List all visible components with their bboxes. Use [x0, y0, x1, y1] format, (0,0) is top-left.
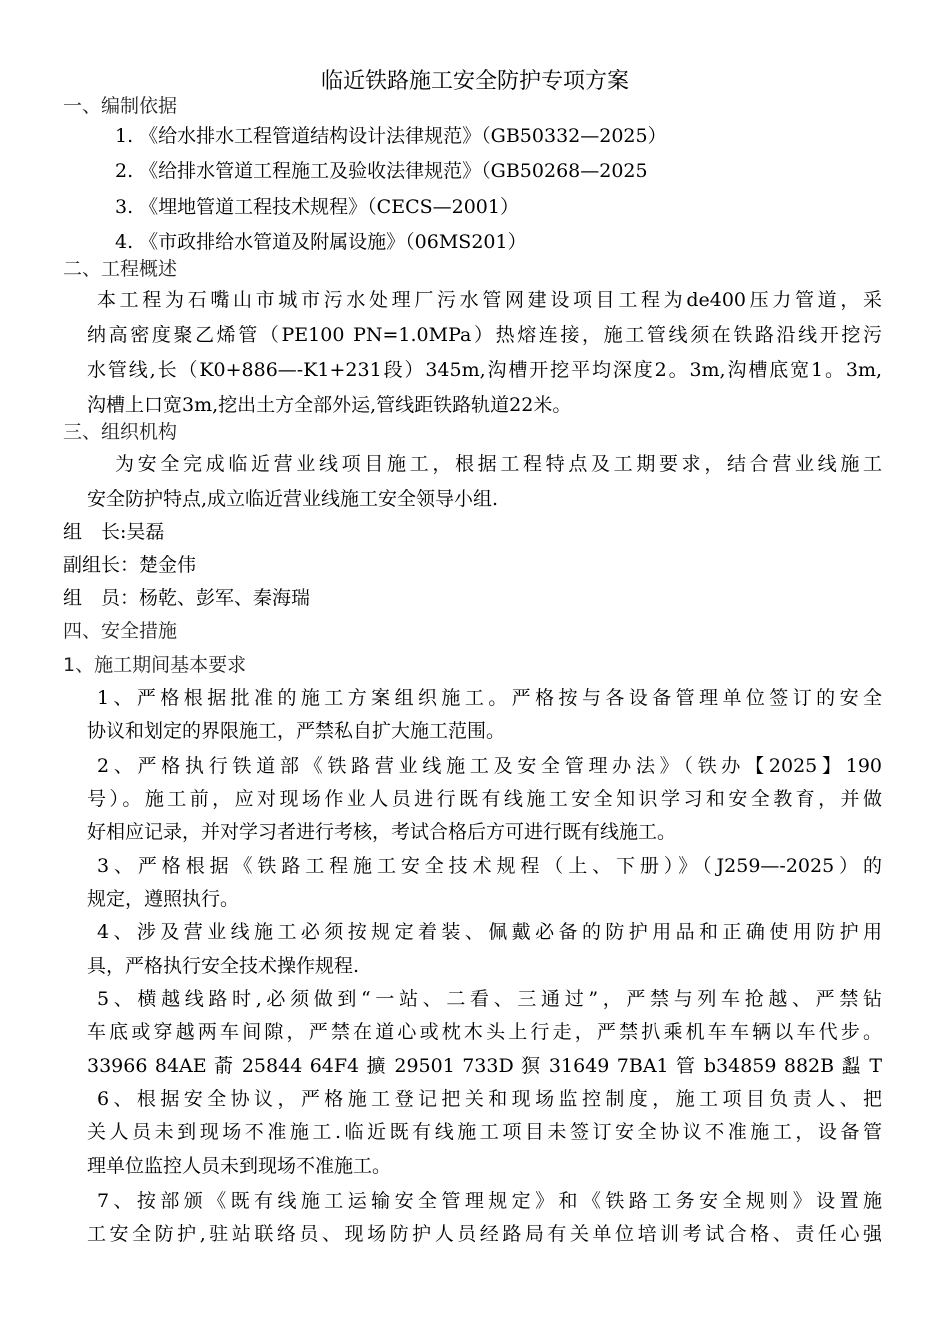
- reference-item: 1. 《给水排水工程管道结构设计法律规范》（GB50332—2025）: [115, 125, 667, 147]
- reference-item: 4. 《市政排给水管道及附属设施》（06MS201）: [115, 231, 527, 253]
- paragraph-line: 1、严格根据批准的施工方案组织施工。严格按与各设备管理单位签订的安全: [97, 687, 882, 709]
- paragraph-line: 具，严格执行安全技术操作规程.: [87, 955, 360, 977]
- section-heading: 二、工程概述: [63, 258, 178, 280]
- paragraph-line: 水管线,长（K0+886—-K1+231段）345m,沟槽开挖平均深度2。3m,沟槽底宽1。3m,: [87, 359, 882, 381]
- paragraph-line: 5、横越线路时,必须做到“一站、二看、三通过”，严禁与列车抢越、严禁钻: [97, 988, 882, 1010]
- document-title: 临近铁路施工安全防护专项方案: [320, 69, 629, 94]
- paragraph-line: 工安全防护,驻站联络员、现场防护人员经路局有关单位培训考试合格、责任心强: [87, 1223, 882, 1245]
- section-heading: 四、安全措施: [63, 620, 178, 642]
- paragraph-line: 3、严格根据《铁路工程施工安全技术规程（上、下册）》（J259—-2025）的: [97, 855, 882, 877]
- paragraph-line: 规定，遵照执行。: [87, 888, 240, 910]
- paragraph-line: 车底或穿越两车间隙，严禁在道心或枕木头上行走，严禁扒乘机车车辆以车代步。: [87, 1021, 882, 1043]
- paragraph-line: 安全防护特点,成立临近营业线施工安全领导小组.: [87, 488, 499, 510]
- paragraph-line: 号）。施工前，应对现场作业人员进行既有线施工安全知识学习和安全教育，并做: [87, 788, 882, 810]
- paragraph-line: 为安全完成临近营业线项目施工，根据工程特点及工期要求，结合营业线施工: [115, 453, 882, 475]
- section-heading: 一、编制依据: [63, 95, 178, 117]
- paragraph-line: 6、根据安全协议，严格施工登记把关和现场监控制度，施工项目负责人、把: [97, 1088, 882, 1110]
- paragraph-line: 理单位监控人员未到现场不准施工。: [87, 1155, 392, 1177]
- paragraph-line: 本工程为石嘴山市城市污水处理厂污水管网建设项目工程为de400压力管道，采: [97, 289, 882, 311]
- paragraph-line: 纳高密度聚乙烯管（PE100 PN=1.0MPa）热熔连接，施工管线须在铁路沿线开挖污: [87, 324, 882, 346]
- encoding-artifact-line: 33966 84AE 萮 25844 64F4 擴 29501 733D 猽 31649 7BA1 管 b34859 882B 蠫 T: [87, 1055, 882, 1077]
- reference-item: 2. 《给排水管道工程施工及验收法律规范》（GB50268—2025: [115, 160, 648, 182]
- paragraph-line: 沟槽上口宽3m,挖出土方全部外运,管线距铁路轨道22米。: [87, 394, 572, 416]
- paragraph-line: 4、涉及营业线施工必须按规定着装、佩戴必备的防护用品和正确使用防护用: [97, 921, 882, 943]
- paragraph-line: 关人员未到现场不准施工.临近既有线施工项目未签订安全协议不准施工，设备管: [87, 1121, 882, 1143]
- team-members: 组 员：杨乾、彭军、秦海瑞: [63, 587, 311, 609]
- paragraph-line: 协议和划定的界限施工，严禁私自扩大施工范围。: [87, 720, 506, 742]
- team-deputy: 副组长：楚金伟: [63, 554, 197, 576]
- paragraph-line: 7、按部颁《既有线施工运输安全管理规定》和《铁路工务安全规则》设置施: [97, 1190, 882, 1212]
- paragraph-line: 好相应记录，并对学习者进行考核，考试合格后方可进行既有线施工。: [87, 821, 677, 843]
- paragraph-line: 2、严格执行铁道部《铁路营业线施工及安全管理办法》（铁办【2025】190: [97, 755, 882, 777]
- reference-item: 3. 《埋地管道工程技术规程》（CECS—2001）: [115, 196, 519, 218]
- subsection-heading: 1、施工期间基本要求: [63, 654, 247, 676]
- section-heading: 三、组织机构: [63, 421, 178, 443]
- team-leader: 组 长:吴磊: [63, 521, 165, 543]
